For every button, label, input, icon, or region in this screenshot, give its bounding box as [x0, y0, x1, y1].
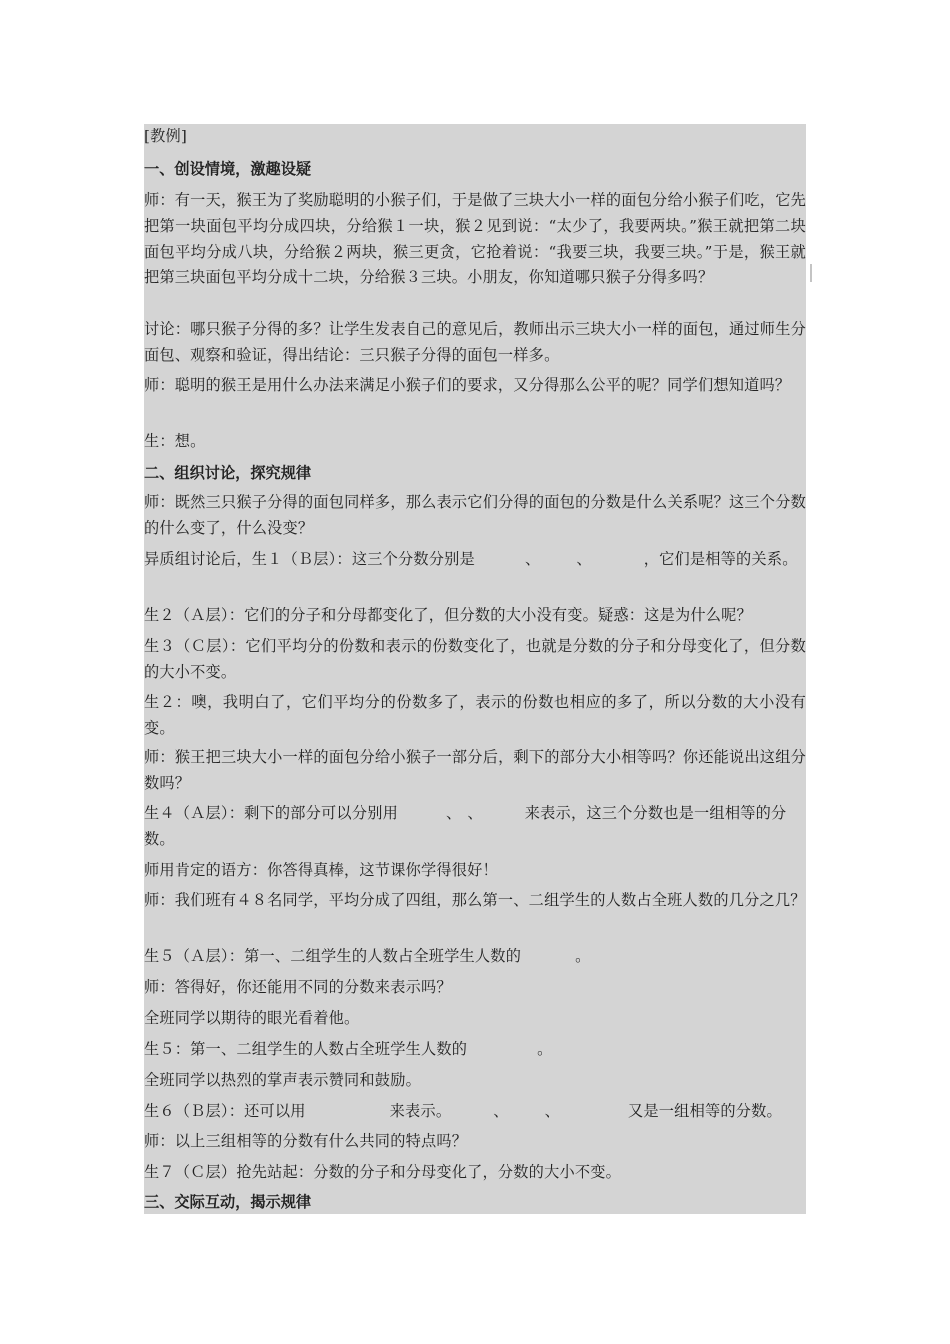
text-part: 生４（Ａ层）：剩下的部分可以分别用: [144, 804, 398, 822]
paragraph-story: 师：有一天，猴王为了奖励聪明的小猴子们，于是做了三块大小一样的面包分给小猴子们吃，它先把第一块面包平均分成四块，分给猴１一块，猴２见到说：“太少了，我要两块。”猴王就把第二块面包平均分成八块，分给猴２两块，猴三更贪，它抢着说：“我要三块，我要三块。”于是，猴王就把第三块面包平均分成十二块，分给猴３三块。小朋友，你知道哪只猴子分得多吗？: [144, 191, 806, 287]
paragraph-teacher-common: 师：以上三组相等的分数有什么共同的特点吗？: [144, 1132, 468, 1150]
separator: 、: [467, 804, 483, 822]
text-part: 又是一组相等的分数。: [628, 1102, 782, 1120]
paragraph-student3: 生３（Ｃ层）：它们平均分的份数和表示的份数变化了，也就是分数的分子和分母变化了，但分数的大小不变。: [144, 637, 806, 681]
paragraph-student6: [144, 1099, 806, 1125]
paragraph-student2: 生２（Ａ层）：它们的分子和分母都变化了，但分数的大小没有变。疑惑：这是为什么呢？: [144, 606, 752, 624]
paragraph-student4: [144, 801, 806, 853]
paragraph-discussion: 讨论：哪只猴子分得的多？让学生发表自己的意见后，教师出示三块大小一样的面包，通过师生分面包、观察和验证，得出结论：三只猴子分得的面包一样多。: [144, 320, 806, 364]
paragraph-teacher-remaining: 师：猴王把三块大小一样的面包分给小猴子一部分后，剩下的部分大小相等吗？你还能说出这组分数吗？: [144, 748, 806, 792]
text-part: ，它们是相等的关系。: [643, 550, 798, 568]
text-part: 。: [575, 947, 591, 965]
text-part: 。: [537, 1040, 553, 1058]
text-part: 生５：第一、二组学生的人数占全班学生人数的: [144, 1040, 468, 1058]
separator: 、: [544, 1102, 561, 1120]
paragraph-class-expect: 全班同学以期待的眼光看着他。: [144, 1009, 360, 1027]
paragraph-teacher-question: 师：聪明的猴王是用什么办法来满足小猴子们的要求，又分得那么公平的呢？同学们想知道吗？: [144, 376, 791, 394]
separator: 、: [524, 550, 541, 568]
paragraph-teacher-followup: 师：答得好，你还能用不同的分数来表示吗？: [144, 978, 452, 996]
separator: 、: [446, 804, 462, 822]
margin-mark: [810, 264, 812, 282]
paragraph-student7: 生７（Ｃ层）抢先站起：分数的分子和分母变化了，分数的大小不变。: [144, 1163, 622, 1181]
paragraph-teacher-relation: 师：既然三只猴子分得的面包同样多，那么表示它们分得的面包的分数是什么关系呢？这三个分数的什么变了，什么没变？: [144, 493, 806, 537]
text-part: 来表示，这三个分数也是一组相等的分数。: [144, 804, 787, 848]
text-part: 来表示。: [389, 1102, 452, 1120]
section-heading-3: 三、交际互动，揭示规律: [144, 1193, 312, 1211]
text-part: 异质组讨论后，生１（Ｂ层）：这三个分数分别是: [144, 550, 475, 568]
paragraph-teacher-class: 师：我们班有４８名同学，平均分成了四组，那么第一、二组学生的人数占全班人数的几分之几？: [144, 891, 806, 909]
text-part: 生６（Ｂ层）：还可以用: [144, 1102, 306, 1120]
paragraph-student-answer: 生：想。: [144, 432, 206, 450]
paragraph-student5-a: [144, 944, 806, 970]
text-part: 生５（Ａ层）：第一、二组学生的人数占全班学生人数的: [144, 947, 522, 965]
document-body: [144, 124, 806, 1214]
separator: 、: [576, 550, 592, 568]
paragraph-student2-insight: 生２：噢，我明白了，它们平均分的份数多了，表示的份数也相应的多了，所以分数的大小没有变。: [144, 693, 806, 737]
section-heading-2: 二、组织讨论，探究规律: [144, 464, 312, 482]
example-tag: [教例]: [144, 127, 188, 145]
paragraph-teacher-praise: 师用肯定的语方：你答得真棒，这节课你学得很好！: [144, 861, 498, 879]
paragraph-class-applause: 全班同学以热烈的掌声表示赞同和鼓励。: [144, 1071, 421, 1089]
paragraph-student5-b: [144, 1037, 806, 1063]
section-heading-1: 一、创设情境，激趣设疑: [144, 160, 312, 178]
separator: 、: [493, 1102, 509, 1120]
paragraph-group-discussion: [144, 547, 806, 573]
